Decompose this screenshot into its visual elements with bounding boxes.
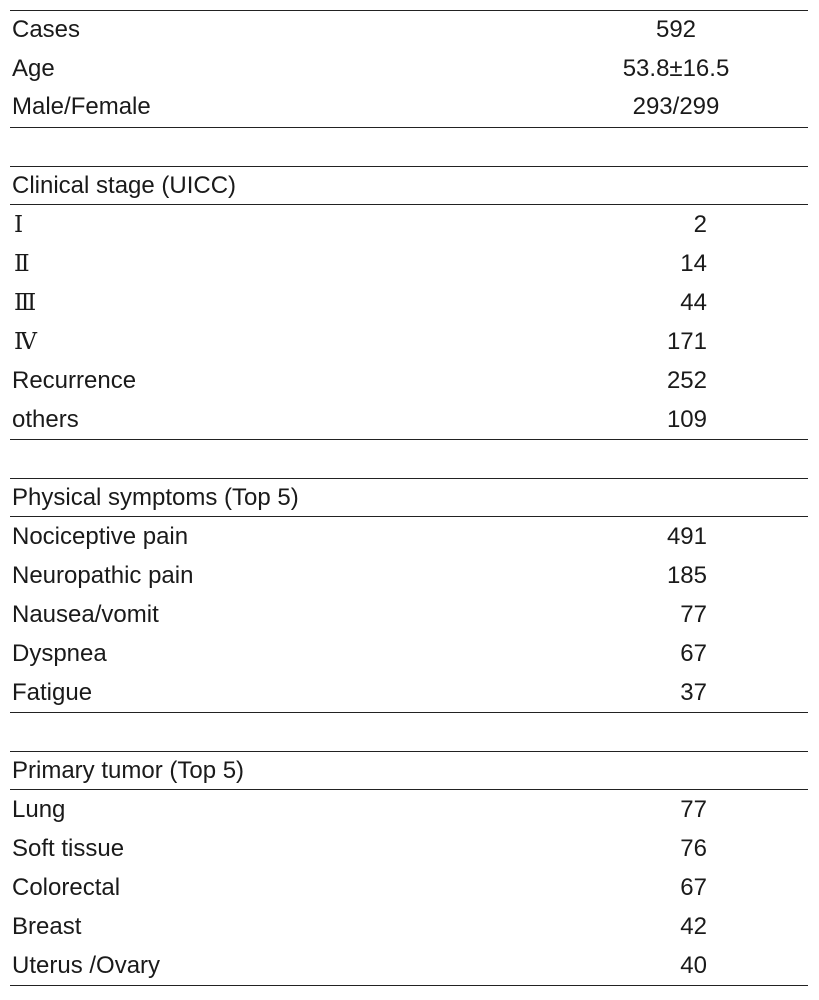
table-row <box>10 283 808 322</box>
table-row <box>10 673 808 712</box>
row-value: 171 <box>666 328 707 356</box>
table-row <box>10 595 808 634</box>
row-label: Neuropathic pain <box>12 562 194 590</box>
row-value: 44 <box>680 289 707 317</box>
clinical-stage-section <box>10 166 808 440</box>
row-value: 14 <box>680 250 707 278</box>
row-value: 67 <box>680 874 707 902</box>
section-header: Physical symptoms (Top 5) <box>10 479 808 517</box>
table-row <box>10 790 808 829</box>
row-value: 77 <box>680 601 707 629</box>
row-label: Breast <box>12 913 82 941</box>
row-label: Nausea/vomit <box>12 601 159 629</box>
row-value: 67 <box>680 640 707 668</box>
table-row <box>10 556 808 595</box>
row-label: Colorectal <box>12 874 121 902</box>
row-label: Dyspnea <box>12 640 107 668</box>
row-label: Lung <box>12 796 66 824</box>
row-label: Ⅱ <box>14 251 30 277</box>
row-value: 185 <box>666 562 707 590</box>
row-value: 42 <box>680 913 707 941</box>
table-row <box>10 205 808 244</box>
row-value: 76 <box>680 835 707 863</box>
table-row <box>10 517 808 556</box>
row-value: 77 <box>680 796 707 824</box>
row-value: 491 <box>666 523 707 551</box>
row-label: others <box>12 406 79 434</box>
table-row-age <box>10 50 808 89</box>
row-value: 109 <box>666 406 707 434</box>
row-label: Recurrence <box>12 367 137 395</box>
row-label: Nociceptive pain <box>12 523 189 551</box>
row-value: 40 <box>680 952 707 980</box>
table-row-cases <box>10 11 808 50</box>
table-row <box>10 322 808 361</box>
row-label: Cases <box>12 16 81 43</box>
table-row-sex <box>10 88 808 127</box>
table-row <box>10 868 808 907</box>
row-label: Male/Female <box>12 93 151 121</box>
patient-characteristics-table <box>10 10 808 986</box>
table-row <box>10 361 808 400</box>
table-row <box>10 400 808 439</box>
table-row <box>10 829 808 868</box>
row-value: 53.8±16.5 <box>622 54 730 82</box>
row-label: Age <box>12 54 55 82</box>
row-label: Ⅳ <box>14 329 37 355</box>
row-value: 2 <box>693 211 707 239</box>
row-value: 37 <box>680 679 707 707</box>
table-row <box>10 907 808 946</box>
section-header: Primary tumor (Top 5) <box>10 752 808 790</box>
row-label: Fatigue <box>12 679 93 707</box>
row-value: 252 <box>666 367 707 395</box>
section-header: Clinical stage (UICC) <box>10 167 808 205</box>
primary-tumor-section <box>10 751 808 986</box>
table-row <box>10 244 808 283</box>
row-value: 592 <box>655 16 697 43</box>
row-label: Ⅰ <box>14 212 24 238</box>
table-row <box>10 946 808 985</box>
physical-symptoms-section <box>10 478 808 713</box>
demographics-section <box>10 10 808 128</box>
row-label: Ⅲ <box>14 290 37 316</box>
row-label: Soft tissue <box>12 835 125 863</box>
row-label: Uterus /Ovary <box>12 952 161 980</box>
row-value: 293/299 <box>632 93 720 121</box>
table-row <box>10 634 808 673</box>
